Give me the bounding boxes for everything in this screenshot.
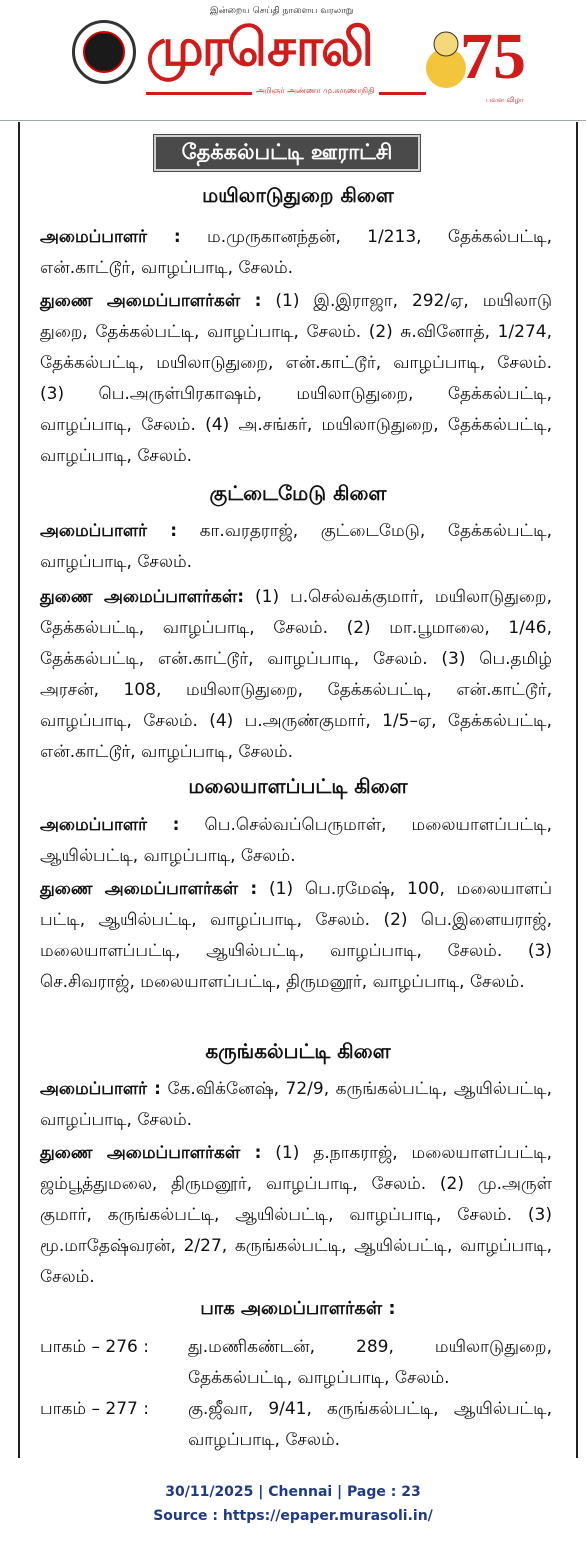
deputies-label: துணை அமைப்பாளர்கள் : <box>40 291 262 311</box>
section-heading-karungalpatti: கருங்கல்பட்டி கிளை <box>205 1039 391 1063</box>
footer-source-link[interactable]: Source : https://epaper.murasoli.in/ <box>153 1508 433 1524</box>
booth-organiser: கு.ஜீவா, 9/41, கருங்கல்பட்டி, ஆயில்பட்டி, வாழப்பாடி, சேலம். <box>188 1399 552 1450</box>
deputies-label: துணை அமைப்பாளர்கள் : <box>40 1143 262 1163</box>
organiser-label: அமைப்பாளர் : <box>40 1079 161 1099</box>
footer-date-page: 30/11/2025 | Chennai | Page : 23 <box>165 1484 421 1500</box>
section-heading-mayiladuthurai: மயிலாடுதுறை கிளை <box>202 183 394 207</box>
article-title: தேக்கல்பட்டி ஊராட்சி <box>154 135 420 171</box>
deputies-paragraph <box>40 874 552 998</box>
organiser-label: அமைப்பாளர் : <box>40 815 180 835</box>
booth-number: பாகம் – 277 : <box>40 1399 149 1419</box>
organiser-paragraph <box>40 810 552 872</box>
deputies-label: துணை அமைப்பாளர்கள் : <box>40 879 258 899</box>
page-footer <box>0 1458 586 1556</box>
booth-heading: பாக அமைப்பாளர்கள் : <box>200 1298 396 1319</box>
booth-organiser: து.மணிகண்டன், 289, மயிலாடுதுறை, தேக்கல்பட்டி, வாழப்பாடி, சேலம். <box>188 1337 552 1388</box>
organiser-paragraph <box>40 516 552 578</box>
deputies-paragraph <box>40 1138 552 1293</box>
deputies-text: (1) த.நாகராஜ், மலையாளப்பட்டி, ஜம்பூத்துமலை, திருமனூர், வாழப்பாடி, சேலம். (2) மு.அருள் குமார், கருங்கல்பட்டி, ஆயில்பட்டி, வாழப்பாடி, சேலம். (3) மூ.மாதேஷ்வரன், 2/27, கருங்கல்பட்டி, ஆயில்பட்டி, வாழப்பாடி, சேலம். <box>40 1143 552 1287</box>
organiser-paragraph <box>40 1074 552 1136</box>
organiser-label: அமைப்பாளர் : <box>40 227 181 247</box>
deputies-text: (1) இ.இராஜா, 292/ஏ, மயிலாடு துறை, தேக்கல்பட்டி, வாழப்பாடி, சேலம். (2) சு.வினோத், 1/274, தேக்கல்பட்டி, மயிலாடுதுறை, என்.காட்டூர், வாழப்பாடி, சேலம். (3) பெ.அருள்பிரகாஷம், மயிலாடுதுறை, தேக்கல்பட்டி, வாழப்பாடி, சேலம். (4) அ.சங்கர், மயிலாடுதுறை, தேக்கல்பட்டி, வாழப்பாடி, சேலம். <box>40 291 553 466</box>
masthead <box>0 0 586 118</box>
section-heading-malayalapatti: மலையாளப்பட்டி கிளை <box>188 774 408 798</box>
newspaper-brand: முரசொலி <box>146 18 372 78</box>
section-heading-kuttaimedu: குட்டைமேடு கிளை <box>209 481 387 505</box>
organiser-text: ம.முருகானந்தன், 1/213, தேக்கல்பட்டி, என்.காட்டூர், வாழப்பாடி, சேலம். <box>40 227 552 278</box>
deputies-paragraph <box>40 582 552 768</box>
header-separator <box>0 120 586 121</box>
organiser-paragraph <box>40 222 552 284</box>
anniversary-label: பவள விழா <box>486 96 524 104</box>
deputies-text: (1) பெ.ரமேஷ், 100, மலையாளப் பட்டி, ஆயில்பட்டி, வாழப்பாடி, சேலம். (2) பெ.இளையராஜ், மலையாளப்பட்டி, ஆயில்பட்டி, வாழப்பாடி, சேலம். (3) செ.சிவராஜ், மலையாளப்பட்டி, திருமனூர், வாழப்பாடி, சேலம். <box>40 879 553 992</box>
organiser-text: பெ.செல்வப்பெருமாள், மலையாளப்பட்டி, ஆயில்பட்டி, வாழப்பாடி, சேலம். <box>40 815 552 866</box>
organiser-text: கே.விக்னேஷ், 72/9, கருங்கல்பட்டி, ஆயில்பட்டி, வாழப்பாடி, சேலம். <box>40 1079 552 1130</box>
party-emblem-icon <box>72 20 136 84</box>
masthead-tagline: இன்றைய செய்தி நாளைய வரலாறு <box>210 6 354 16</box>
deputies-label: துணை அமைப்பாளர்கள்: <box>40 587 245 607</box>
anniversary-75-logo <box>420 8 530 108</box>
deputies-text: (1) ப.செல்வக்குமார், மயிலாடுதுறை, தேக்கல்பட்டி, வாழப்பாடி, சேலம். (2) மா.பூமாலை, 1/46, தேக்கல்பட்டி, என்.காட்டூர், வாழப்பாடி, சேலம். (3) பெ.தமிழ் அரசன், 108, மயிலாடுதுறை, தேக்கல்பட்டி, என்.காட்டூர், வாழப்பாடி, சேலம். (4) ப.அருண்குமார், 1/5–ஏ, தேக்கல்பட்டி, என்.காட்டூர், வாழப்பாடி, சேலம். <box>40 587 552 762</box>
brand-subtitle: அறிஞர் அண்ணா மு.கருணாநிதி <box>252 86 379 96</box>
organiser-text: கா.வரதராஜ், குட்டைமேடு, தேக்கல்பட்டி, வாழப்பாடி, சேலம். <box>40 521 552 572</box>
deputies-paragraph <box>40 286 552 472</box>
anniversary-number: 75 <box>460 20 526 93</box>
booth-number: பாகம் – 276 : <box>40 1337 149 1357</box>
organiser-label: அமைப்பாளர் : <box>40 521 177 541</box>
